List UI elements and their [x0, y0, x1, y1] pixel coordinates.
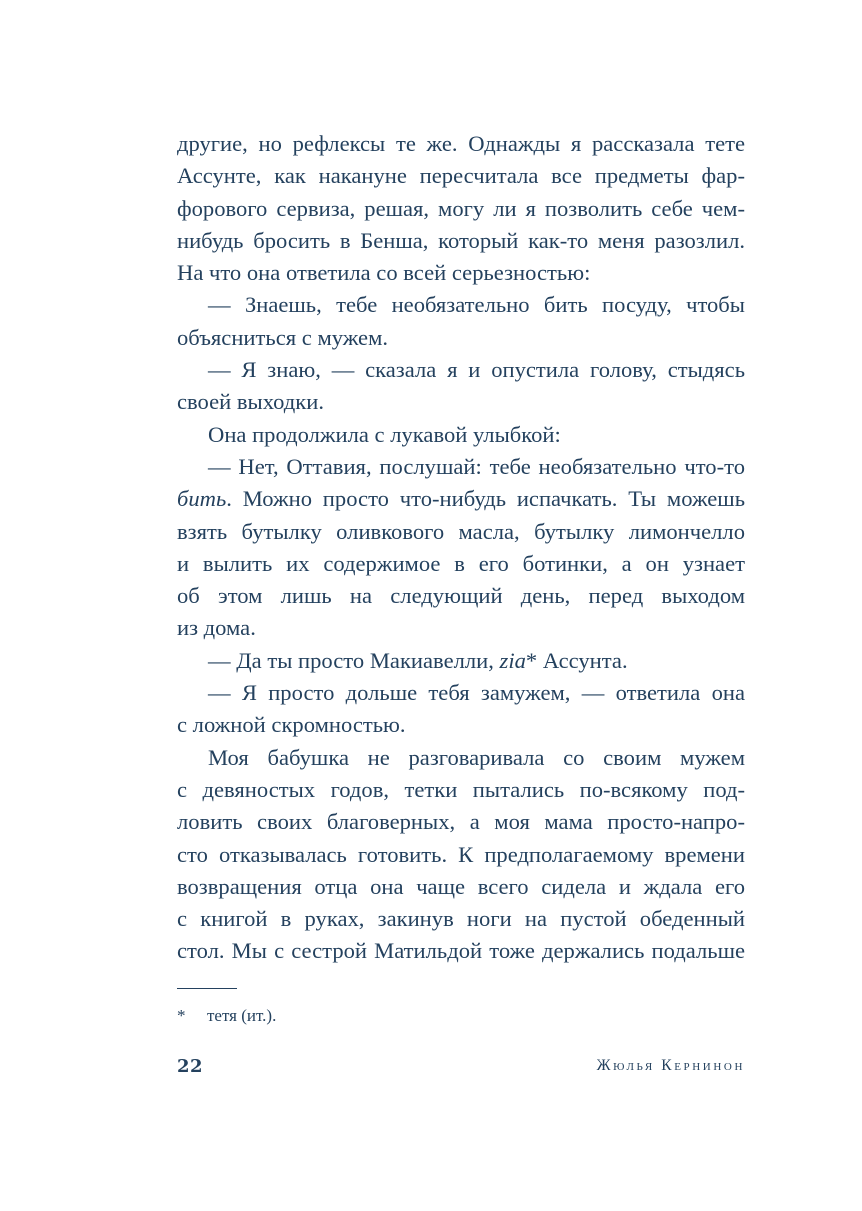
italic-word: бить — [177, 486, 227, 512]
text-line: форового сервиза, решая, могу ли я позволить себе чем- — [177, 195, 745, 221]
text-line — [177, 645, 745, 677]
text-line: — Знаешь, тебе необязательно бить посуду, чтобы — [208, 292, 745, 318]
text-line: с девяностых годов, тетки пытались по-всякому под- — [177, 776, 745, 802]
text-line: стол. Мы с сестрой Матильдой тоже держались подальше — [177, 938, 745, 964]
text-line: объясниться с мужем. — [177, 324, 389, 350]
italic-word: zia — [499, 647, 526, 673]
text-line: с книгой в руках, закинув ноги на пустой обеденный — [177, 906, 745, 932]
text-line: — Нет, Оттавия, послушай: тебе необязательно что-то — [208, 453, 745, 479]
body-text — [177, 128, 745, 968]
text-line: другие, но рефлексы те же. Однажды я рассказала тете — [177, 131, 745, 156]
text-line: и вылить их содержимое в его ботинки, а он узнает — [177, 550, 745, 576]
text-line: сто отказывалась готовить. К предполагаемому времени — [177, 841, 745, 867]
text-line: своей выходки. — [177, 389, 325, 415]
footnote — [177, 1004, 276, 1028]
footnote-divider — [177, 988, 237, 989]
text-line: Ассунте, как накануне пересчитала все предметы фар- — [177, 163, 745, 189]
text-line: с ложной скромностью. — [177, 712, 406, 738]
footnote-mark: * — [177, 1006, 186, 1025]
footnote-text: тетя (ит.). — [207, 1006, 277, 1025]
text-line: Моя бабушка не разговаривала со своим мужем — [208, 744, 745, 770]
text-line: — Я просто дольше тебя замужем, — ответила она — [208, 680, 745, 706]
text-line: На что она ответила со всей серьезностью: — [177, 260, 591, 286]
text-line: взять бутылку оливкового масла, бутылку лимончелло — [177, 518, 745, 544]
text-fragment: . Можно просто что-нибудь испачкать. Ты можешь — [226, 486, 745, 512]
page-number: 22 — [177, 1056, 204, 1077]
text-line: об этом лишь на следующий день, перед выходом — [177, 583, 745, 609]
footnote-ref: * Ассунта. — [525, 647, 628, 673]
text-line: Она продолжила с лукавой улыбкой: — [208, 421, 561, 447]
text-line: — Я знаю, — сказала я и опустила голову, стыдясь — [208, 357, 745, 383]
text-line: ловить своих благоверных, а моя мама просто-напро- — [177, 809, 745, 835]
text-line — [177, 483, 745, 515]
text-line: из дома. — [177, 615, 256, 641]
text-line: нибудь бросить в Бенша, который как-то меня разозлил. — [177, 227, 745, 253]
text-fragment: — Да ты просто Макиавелли, — [208, 647, 500, 673]
running-head-author: Жюлья Кернинон — [596, 1057, 745, 1074]
text-line: возвращения отца она чаще всего сидела и ждала его — [177, 873, 745, 899]
